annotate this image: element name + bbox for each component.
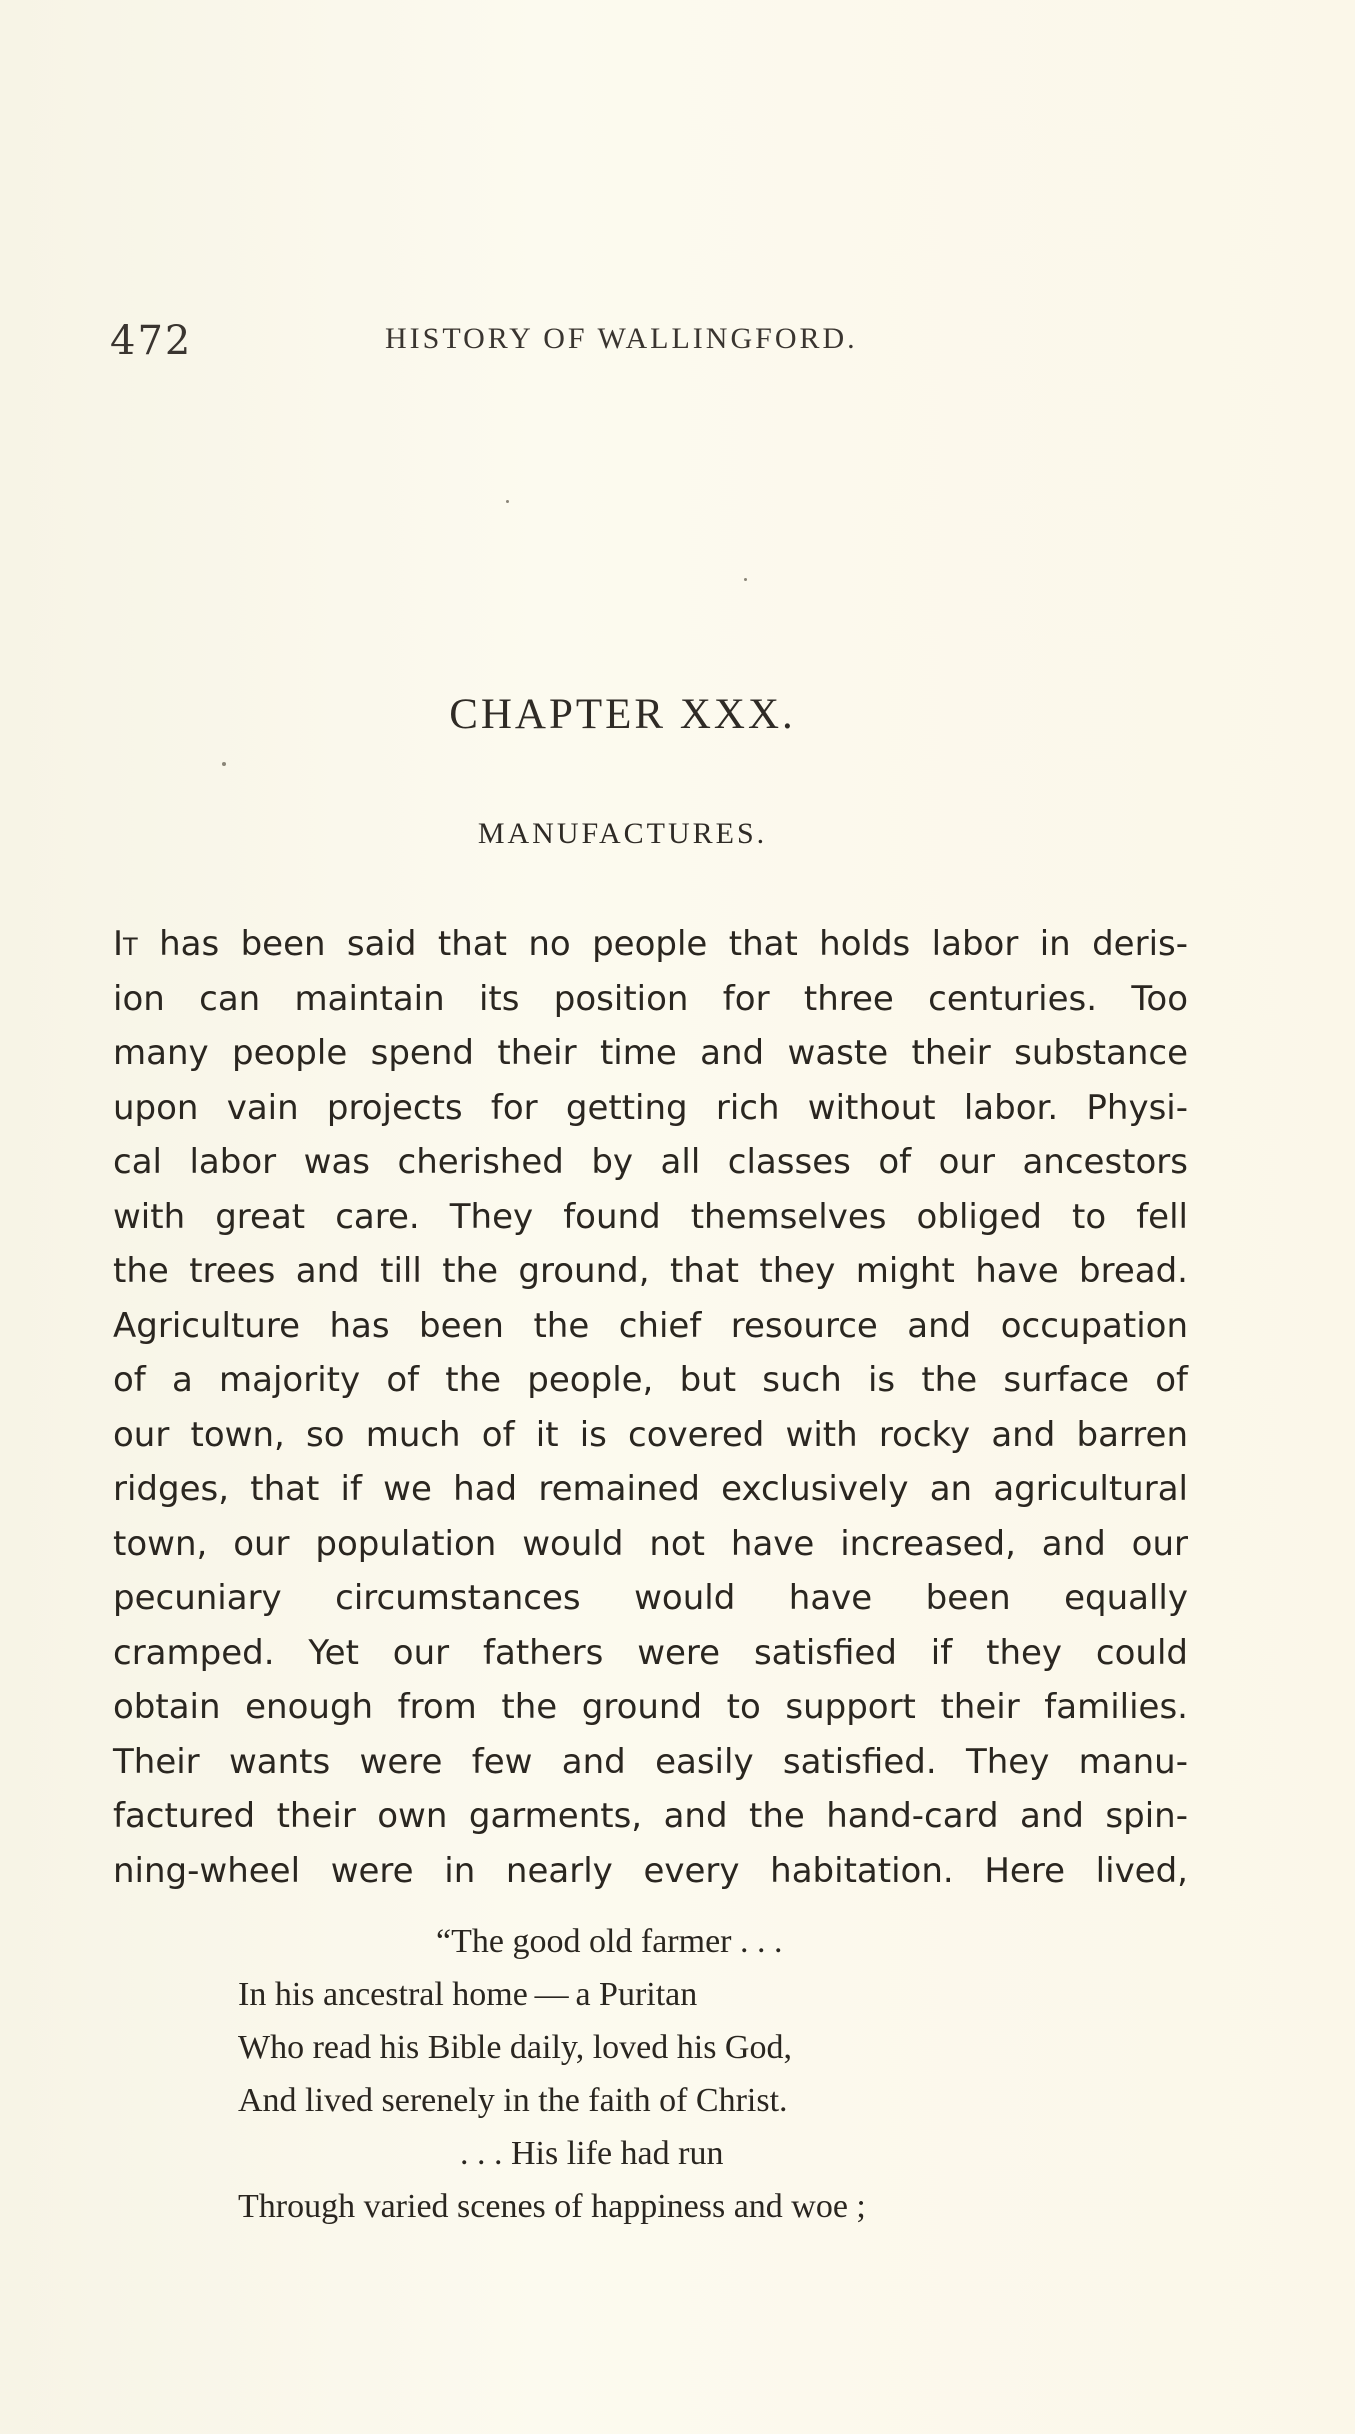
verse-quotation — [238, 1915, 1138, 2233]
body-line: obtain enough from the ground to support their families. — [113, 1687, 1188, 1727]
section-title: MANUFACTURES. — [477, 817, 768, 850]
print-speck — [744, 578, 747, 581]
body-line: ridges, that if we had remained exclusively an agricultural — [113, 1469, 1188, 1509]
body-line: Their wants were few and easily satisfied. They manu- — [113, 1741, 1188, 1782]
body-line: Agriculture has been the chief resource and occupation — [113, 1305, 1188, 1346]
verse-line: In his ancestral home — a Puritan — [238, 1976, 698, 2013]
body-line-text: has been said that no people that holds labor in deris- — [137, 924, 1188, 964]
verse-line: Who read his Bible daily, loved his God, — [238, 2029, 792, 2066]
chapter-title: CHAPTER XXX. — [449, 691, 796, 738]
opening-word: It — [113, 924, 138, 964]
verse-line: “The good old farmer . . . — [436, 1923, 783, 1960]
body-line: many people spend their time and waste their substance — [113, 1033, 1188, 1073]
body-line: factured their own garments, and the hand-card and spin- — [113, 1796, 1188, 1836]
body-line: cal labor was cherished by all classes of our ancestors — [113, 1142, 1188, 1182]
print-speck — [222, 762, 226, 766]
verse-line: And lived serenely in the faith of Christ. — [238, 2082, 788, 2119]
body-line: ion can maintain its position for three centuries. Too — [113, 978, 1188, 1019]
verse-line: . . . His life had run — [460, 2135, 724, 2172]
body-paragraph — [113, 917, 1188, 1898]
print-speck — [506, 500, 509, 503]
body-line: upon vain projects for getting rich without labor. Physi- — [113, 1087, 1188, 1128]
body-line: cramped. Yet our fathers were satisfied if they could — [113, 1632, 1188, 1673]
body-line: pecuniary circumstances would have been equally — [113, 1578, 1188, 1618]
running-head — [110, 318, 1190, 362]
body-line — [113, 917, 1188, 972]
body-line: ning-wheel were in nearly every habitation. Here lived, — [113, 1850, 1188, 1891]
verse-line: Through varied scenes of happiness and woe ; — [238, 2188, 866, 2225]
page-number: 472 — [110, 318, 193, 364]
body-line: of a majority of the people, but such is the surface of — [113, 1360, 1188, 1400]
body-line: with great care. They found themselves obliged to fell — [113, 1196, 1188, 1237]
body-line: the trees and till the ground, that they might have bread. — [113, 1251, 1188, 1291]
body-line: our town, so much of it is covered with rocky and barren — [113, 1414, 1188, 1455]
body-line: town, our population would not have increased, and our — [113, 1523, 1188, 1564]
running-title: HISTORY OF WALLINGFORD. — [385, 322, 858, 355]
